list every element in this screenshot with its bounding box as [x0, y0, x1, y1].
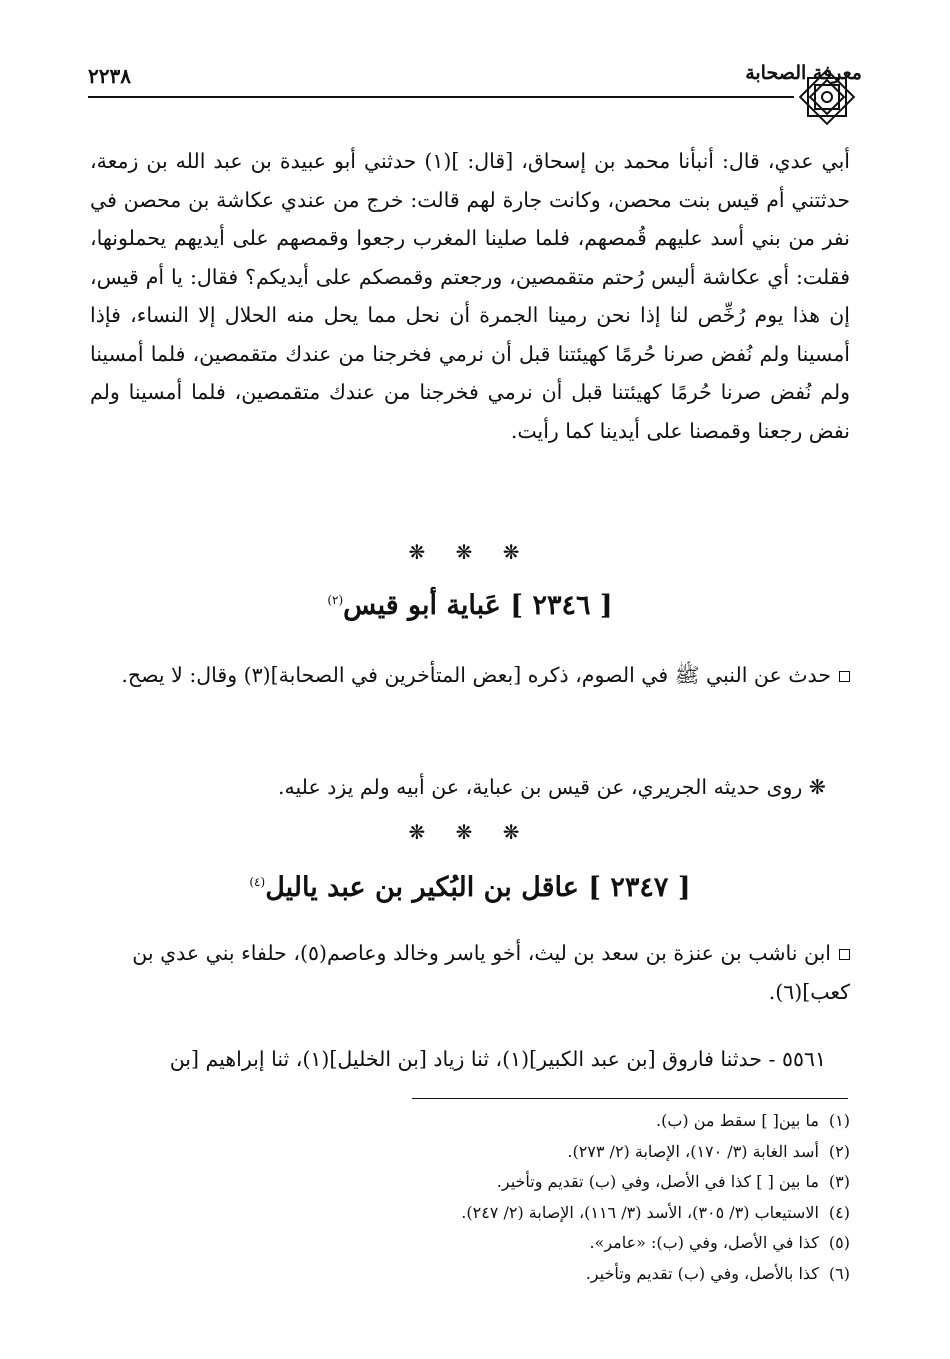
page-header: [88, 58, 862, 92]
footnote: [90, 1259, 850, 1290]
footnote-number: (٦): [828, 1263, 850, 1283]
footnote-text: كذا بالأصل، وفي (ب) تقديم وتأخير.: [585, 1263, 819, 1283]
footnote: [90, 1228, 850, 1259]
footnote: [90, 1198, 850, 1229]
entry-heading: [90, 872, 850, 903]
entry-paragraph: ❋ روى حديثه الجريري، عن قيس بن عباية، عن أبيه ولم يزد عليه.: [277, 775, 826, 799]
footnote-number: (٢): [828, 1141, 850, 1161]
footnote: [90, 1167, 850, 1198]
square-bullet-icon: [839, 671, 850, 682]
footnote-text: الاستيعاب (٣/ ٣٠٥)، الأسد (٣/ ١١٦)، الإصابة (٢/ ٢٤٧).: [461, 1202, 819, 1222]
separator-stars: ❋ ❋ ❋: [408, 540, 532, 564]
footnote-text: أسد الغابة (٣/ ١٧٠)، الإصابة (٢/ ٢٧٣).: [567, 1141, 819, 1161]
entry-heading-text: [ ٢٣٤٧ ] عاقل بن البُكير بن عبد ياليل: [265, 872, 691, 903]
footnote-number: (٣): [828, 1172, 850, 1191]
running-title: معرفة الصحابة: [745, 62, 862, 84]
footnote: [90, 1106, 850, 1137]
footnote-text: ما بين[ ] سقط من (ب).: [656, 1111, 819, 1130]
footnote-number: (٤): [828, 1202, 850, 1222]
header-rule: [88, 96, 794, 98]
entry-heading: [90, 590, 850, 621]
separator-stars: ❋ ❋ ❋: [408, 820, 532, 844]
entry-heading-note: (٢): [327, 593, 344, 607]
square-bullet-icon: [839, 949, 850, 960]
entry-paragraph: [90, 934, 850, 1011]
footnotes: [90, 1106, 850, 1289]
footnote: [90, 1137, 850, 1168]
entry-paragraph-text: ابن ناشب بن عنزة بن سعد بن ليث، أخو ياسر وخالد وعاصم(٥)، حلفاء بني عدي بن كعب](٦).: [132, 941, 850, 1004]
footnote-text: كذا في الأصل، وفي (ب): «عامر».: [589, 1233, 819, 1252]
footnote-number: (١): [828, 1111, 850, 1130]
entry-paragraph: [90, 656, 850, 695]
page-number: ٢٢٣٨: [88, 64, 131, 88]
footnote-text: ما بين [ ] كذا في الأصل، وفي (ب) تقديم وتأخير.: [496, 1172, 819, 1191]
star-ornament-icon: [794, 64, 860, 130]
entry-paragraph-text: حدث عن النبي ﷺ في الصوم، ذكره [بعض المتأخرين في الصحابة](٣) وقال: لا يصح.: [121, 663, 831, 687]
continuation-text: [90, 142, 850, 450]
entry-heading-text: [ ٢٣٤٦ ] عَباية أبو قيس: [343, 590, 613, 621]
entry-heading-note: (٤): [249, 875, 266, 889]
footnote-rule: [412, 1098, 848, 1099]
continuation-paragraph: أبي عدي، قال: أنبأنا محمد بن إسحاق، [قال: ](١) حدثني أبو عبيدة بن عبد الله بن زمعة، حدثتني أم قيس بنت محصن، وكانت جارة لهم قالت: خرج من عندي عكاشة بن محصن في نفر من بني أسد عليهم قُمصهم، فلما صلينا المغرب رجعوا وقمصهم على أيديهم يحملونها، فقلت: أي عكاشة أليس رُحتم متقمصين، ورجعتم وقمصكم على أيديكم؟ فقال: يا أم قيس، إن هذا يوم رُخِّص لنا إذا نحن رمينا الجمرة أن نحل مما يحل منه الحلال إلا النساء، فإذا أمسينا ولم نُفض صرنا حُرمًا كهيئتنا قبل أن نرمي فخرجنا من عندك متقمصين، فلما أمسينا ولم نُفض صرنا حُرمًا كهيئتنا قبل أن نرمي فخرجنا من عندك متقمصين، فلما أمسينا ولم نفض رجعنا وقمصنا على أيدينا كما رأيت.: [90, 149, 850, 443]
footnote-number: (٥): [828, 1233, 850, 1252]
entry-paragraph: ٥٥٦١ - حدثنا فاروق [بن عبد الكبير](١)، ثنا زياد [بن الخليل](١)، ثنا إبراهيم [بن: [169, 1047, 826, 1071]
